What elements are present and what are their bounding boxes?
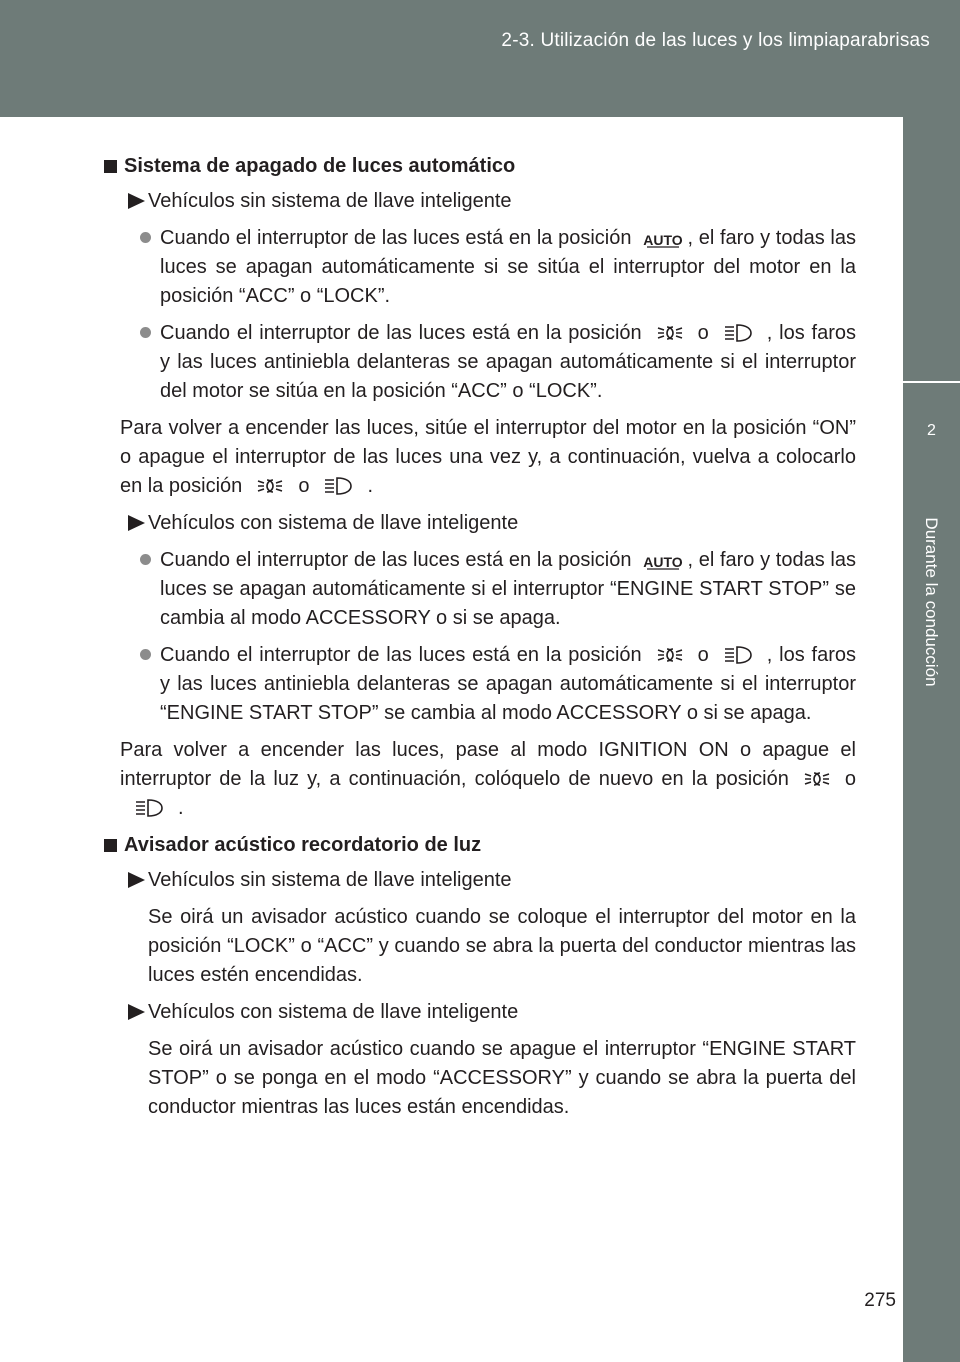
subheading-text: Vehículos con sistema de llave inteligente [148, 1001, 519, 1023]
square-bullet-icon [104, 839, 117, 852]
chapter-label: Durante la conducción [922, 517, 941, 687]
bullet-dot-icon [140, 649, 151, 660]
paragraph [120, 736, 856, 823]
paragraph [120, 414, 856, 501]
paragraph-text: Para volver a encender las luces, pase al modo IGNITION ON o apague el interruptor de la luz y, a continuación, colóquelo de nuevo en la posición [120, 739, 856, 790]
section-heading-light-reminder [104, 831, 856, 859]
subheading-with-smart-key [128, 998, 856, 1026]
headlight-icon [134, 798, 164, 818]
bullet-item [140, 319, 856, 406]
auto-icon [643, 552, 683, 570]
bullet-text: , los faros y las luces antiniebla delanteras se apagan automáticamente si el interruptor “ENGINE START STOP” se cambia al modo ACCESSORY o si se apaga. [160, 644, 856, 724]
subheading-text: Vehículos sin sistema de llave inteligente [148, 869, 512, 891]
triangle-marker-icon [128, 193, 145, 209]
or-text: o [298, 475, 310, 497]
paragraph: Se oirá un avisador acústico cuando se apague el interruptor “ENGINE START STOP” o se ponga en el modo “ACCESSORY” y cuando se abra la puerta del conductor mientras las luces están encendidas. [148, 1038, 856, 1118]
chapter-number: 2 [927, 422, 936, 439]
heading-text: Avisador acústico recordatorio de luz [124, 834, 482, 856]
bullet-dot-icon [140, 554, 151, 565]
side-tab-divider [903, 381, 960, 383]
page-header [0, 0, 960, 117]
bullet-dot-icon [140, 232, 151, 243]
auto-icon-text: AUTO [643, 554, 684, 570]
subheading-with-smart-key [128, 509, 856, 537]
subheading-text: Vehículos sin sistema de llave inteligente [148, 190, 512, 212]
tail-light-icon [803, 769, 831, 789]
subheading-text: Vehículos con sistema de llave inteligente [148, 512, 519, 534]
subheading-without-smart-key [128, 187, 856, 215]
triangle-marker-icon [128, 872, 145, 888]
bullet-item [140, 641, 856, 728]
section-heading-auto-off [104, 152, 856, 180]
bullet-text: , el faro y todas las luces se apagan automáticamente si se sitúa el interruptor del motor en la posición “ACC” o “LOCK”. [160, 227, 856, 307]
bullet-dot-icon [140, 327, 151, 338]
auto-icon [643, 230, 683, 248]
bullet-text: Cuando el interruptor de las luces está en la posición [160, 644, 642, 666]
or-text: o [844, 768, 856, 790]
page-content [104, 152, 856, 1130]
tail-light-icon [656, 323, 684, 343]
paragraph: Se oirá un avisador acústico cuando se coloque el interruptor del motor en la posición “LOCK” o “ACC” y cuando se abra la puerta del conductor mientras las luces estén encendidas. [148, 906, 856, 986]
section-title: 2-3. Utilización de las luces y los limpiaparabrisas [501, 30, 930, 51]
triangle-marker-icon [128, 515, 145, 531]
page-number: 275 [864, 1290, 896, 1311]
triangle-marker-icon [128, 1004, 145, 1020]
bullet-text: Cuando el interruptor de las luces está en la posición [160, 322, 642, 344]
bullet-item [140, 224, 856, 311]
bullet-text: , los faros y las luces antiniebla delanteras se apagan automáticamente si el interruptor del motor se sitúa en la posición “ACC” o “LOCK”. [160, 322, 856, 402]
or-text: o [697, 644, 709, 666]
paragraph-text: . [367, 475, 373, 497]
auto-icon-text: AUTO [643, 232, 684, 248]
subheading-without-smart-key [128, 866, 856, 894]
headlight-icon [723, 323, 753, 343]
or-text: o [697, 322, 709, 344]
bullet-text: Cuando el interruptor de las luces está en la posición [160, 227, 632, 249]
headlight-icon [723, 645, 753, 665]
paragraph-text: Para volver a encender las luces, sitúe el interruptor del motor en la posición “ON” o apague el interruptor de las luces una vez y, a continuación, vuelva a colocarlo en la posición [120, 417, 856, 497]
chapter-side-tab [903, 117, 960, 1362]
tail-light-icon [656, 645, 684, 665]
bullet-item [140, 546, 856, 633]
tail-light-icon [256, 476, 284, 496]
paragraph-text: . [178, 797, 184, 819]
bullet-text: , el faro y todas las luces se apagan automáticamente si el interruptor “ENGINE START STOP” se cambia al modo ACCESSORY o si se apaga. [160, 549, 856, 629]
bullet-text: Cuando el interruptor de las luces está en la posición [160, 549, 632, 571]
square-bullet-icon [104, 160, 117, 173]
heading-text: Sistema de apagado de luces automático [124, 155, 516, 177]
headlight-icon [323, 476, 353, 496]
